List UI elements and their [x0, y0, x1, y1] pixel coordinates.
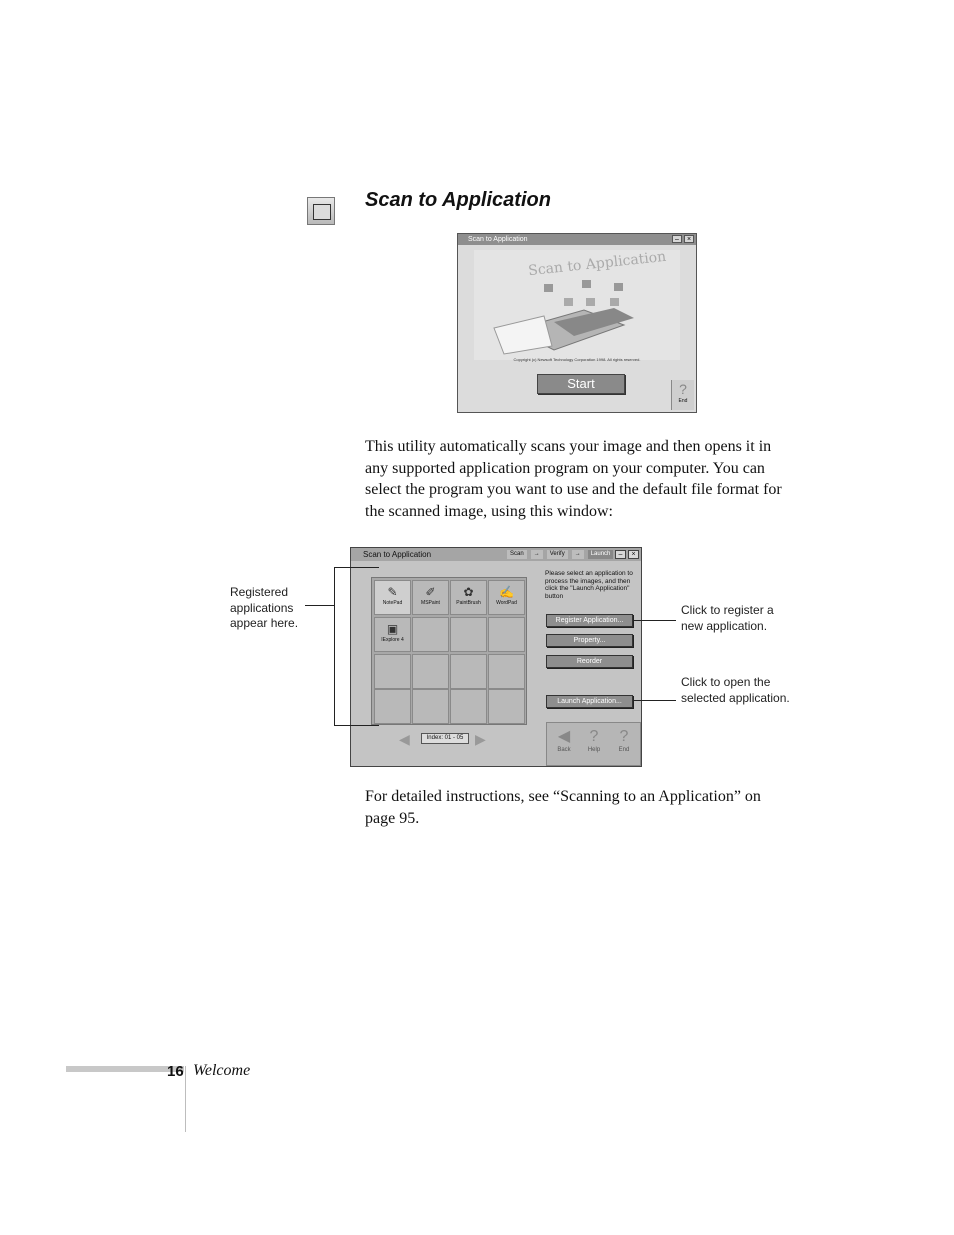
index-pager	[399, 732, 491, 746]
help-question-icon: ?	[679, 381, 687, 397]
empty-slot[interactable]	[488, 617, 525, 652]
callout-launch: Click to open the selected application.	[681, 675, 790, 705]
empty-slot[interactable]	[488, 689, 525, 724]
minimize-button[interactable]: –	[672, 235, 682, 243]
scan-to-application-icon	[307, 197, 335, 225]
empty-slot[interactable]	[412, 617, 449, 652]
empty-slot[interactable]	[374, 654, 411, 689]
callout-bracket-top	[334, 567, 379, 568]
end-button[interactable]: ? End	[611, 727, 637, 753]
instructions-text: Please select an application to process the images, and then click the "Launch Application" button	[545, 570, 633, 600]
index-label: Index: 01 - 05	[421, 733, 469, 744]
property-button[interactable]: Property...	[546, 634, 633, 647]
arrow-right-icon: →	[531, 550, 543, 559]
notepad-icon: ✎	[387, 585, 398, 599]
callout-registered-apps: Registered applications appear here.	[230, 585, 299, 630]
start-button[interactable]: Start	[537, 374, 625, 394]
end-label: End	[678, 398, 688, 404]
window-title: Scan to Application	[458, 234, 696, 245]
copyright-text: Copyright (c) Newsoft Technology Corporation 1998. All rights reserved.	[513, 357, 641, 362]
next-arrow-icon[interactable]: ▶	[475, 731, 486, 747]
step-verify: Verify	[547, 550, 568, 559]
minimize-button[interactable]: –	[615, 550, 626, 559]
launch-application-button[interactable]: Launch Application...	[546, 695, 633, 708]
application-grid	[371, 577, 527, 725]
empty-slot[interactable]	[412, 654, 449, 689]
empty-slot[interactable]	[450, 654, 487, 689]
window-title: Scan to Application	[351, 548, 641, 561]
scan-to-application-splash-screenshot	[457, 233, 697, 413]
splash-brand-text: Scan to Application	[527, 248, 667, 280]
close-button[interactable]: ×	[628, 550, 639, 559]
page-number: 16	[167, 1063, 184, 1080]
empty-slot[interactable]	[374, 689, 411, 724]
help-button[interactable]: ? Help	[581, 727, 607, 753]
step-scan: Scan	[507, 550, 527, 559]
app-iexplore[interactable]: ▣ IExplore 4	[374, 617, 411, 652]
footer-divider	[185, 1066, 186, 1132]
callout-register: Click to register a new application.	[681, 603, 774, 633]
end-question-icon: ?	[619, 728, 629, 745]
callout-line	[633, 620, 676, 621]
empty-slot[interactable]	[488, 654, 525, 689]
callout-bracket	[334, 567, 335, 726]
iexplore-icon: ▣	[386, 622, 399, 636]
callout-line	[633, 700, 676, 701]
paintbrush-icon: ✿	[463, 585, 474, 599]
bottom-navigation	[546, 722, 641, 766]
end-button[interactable]	[671, 380, 694, 410]
app-mspaint[interactable]: ✐ MSPaint	[412, 580, 449, 615]
app-paintbrush[interactable]: ✿ PaintBrush	[450, 580, 487, 615]
chapter-name: Welcome	[193, 1062, 251, 1079]
step-indicator	[507, 550, 613, 559]
previous-arrow-icon[interactable]: ◀	[399, 731, 410, 747]
empty-slot[interactable]	[450, 689, 487, 724]
help-question-icon: ?	[589, 728, 599, 745]
section-title: Scan to Application	[365, 189, 551, 211]
callout-bracket-bottom	[334, 725, 379, 726]
mspaint-icon: ✐	[425, 585, 436, 599]
back-arrow-icon: ◀	[557, 728, 571, 745]
close-button[interactable]: ×	[684, 235, 694, 243]
step-launch: Launch	[588, 550, 614, 559]
reorder-button[interactable]: Reorder	[546, 655, 633, 668]
register-application-button[interactable]: Register Application...	[546, 614, 633, 627]
app-wordpad[interactable]: ✍ WordPad	[488, 580, 525, 615]
scan-to-application-window-screenshot	[350, 547, 642, 767]
back-button[interactable]: ◀ Back	[551, 727, 577, 753]
callout-line	[305, 605, 334, 606]
body-paragraph-reference: For detailed instructions, see “Scanning to an Application” on page 95.	[365, 788, 761, 827]
arrow-right-icon: →	[572, 550, 584, 559]
empty-slot[interactable]	[412, 689, 449, 724]
empty-slot[interactable]	[450, 617, 487, 652]
app-notepad[interactable]: ✎ NotePad	[374, 580, 411, 615]
body-paragraph: This utility automatically scans your image and then opens it in any supported application program on your computer. You can select the program you want to use and the default file format for the scanned image, using this window:	[365, 438, 782, 520]
wordpad-icon: ✍	[499, 585, 514, 599]
